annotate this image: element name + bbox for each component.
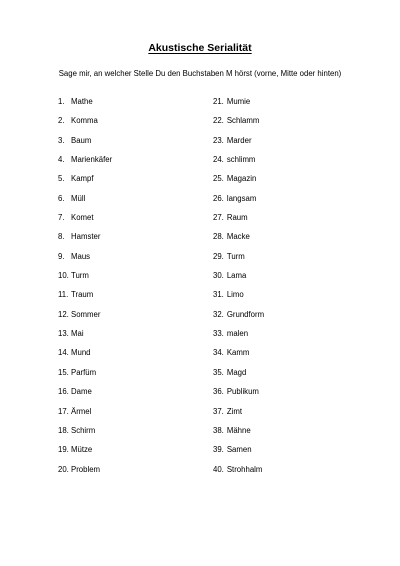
item-number: 34. [213, 348, 224, 358]
item-word: Komet [71, 213, 94, 223]
item-word: Ärmel [71, 406, 92, 416]
list-item [213, 154, 264, 173]
word-list-left [58, 96, 112, 483]
item-number: 7. [58, 213, 65, 223]
list-item [58, 367, 112, 386]
item-word: Limo [226, 290, 244, 300]
item-number: 6. [58, 193, 65, 203]
list-item [58, 328, 112, 347]
list-item [58, 193, 112, 212]
item-word: langsam [226, 193, 257, 203]
item-word: Hamster [71, 232, 101, 242]
page-title: Akustische Serialität [148, 42, 252, 54]
item-word: Schirm [71, 425, 96, 435]
item-word: Mai [71, 329, 84, 339]
item-word: Zimt [226, 406, 242, 416]
item-number: 30. [213, 271, 224, 281]
item-word: Parfüm [71, 367, 97, 377]
list-item [213, 386, 264, 405]
item-number: 9. [58, 251, 65, 261]
list-item [213, 212, 264, 231]
item-number: 40. [213, 464, 224, 474]
list-item [213, 309, 264, 328]
list-item [58, 347, 112, 366]
item-word: Mähne [226, 425, 251, 435]
list-item [58, 444, 112, 463]
item-word: Mumie [226, 97, 251, 106]
item-word: schlimm [226, 155, 256, 165]
item-number: 4. [58, 155, 65, 165]
item-number: 2. [58, 116, 65, 126]
item-word: Strohhalm [226, 464, 263, 474]
list-item [58, 154, 112, 173]
instruction-text: Sage mir, an welcher Stelle Du den Buchstaben M hörst (vorne, Mitte oder hinten) [58, 69, 342, 78]
item-number: 12. [58, 309, 69, 319]
list-item [58, 464, 112, 483]
list-item [58, 270, 112, 289]
list-item [213, 270, 264, 289]
list-item [58, 231, 112, 250]
item-word: Lama [226, 271, 247, 281]
item-word: Macke [226, 232, 250, 242]
item-word: Mund [71, 348, 91, 358]
item-word: Baum [71, 135, 92, 145]
item-number: 32. [213, 309, 224, 319]
list-item [58, 135, 112, 154]
item-number: 25. [213, 174, 224, 184]
item-number: 5. [58, 174, 65, 184]
item-word: Magazin [226, 174, 257, 184]
list-item [213, 464, 264, 483]
item-word: Mütze [71, 445, 93, 455]
list-item [213, 193, 264, 212]
list-item [213, 289, 264, 308]
item-word: Dame [71, 387, 92, 397]
item-word: Publikum [226, 387, 259, 397]
item-number: 28. [213, 232, 224, 242]
item-number: 3. [58, 135, 65, 145]
item-number: 10. [58, 271, 69, 281]
list-item [213, 367, 264, 386]
item-number: 21. [213, 97, 224, 106]
item-word: Samen [226, 445, 252, 455]
item-word: Kampf [71, 174, 94, 184]
list-item [213, 251, 264, 270]
item-number: 8. [58, 232, 65, 242]
item-word: Schlamm [226, 116, 260, 126]
item-word: Marder [226, 135, 252, 145]
item-number: 39. [213, 445, 224, 455]
list-item [58, 251, 112, 270]
item-number: 31. [213, 290, 224, 300]
item-number: 37. [213, 406, 224, 416]
list-item [58, 289, 112, 308]
item-word: Raum [226, 213, 248, 223]
list-item [58, 115, 112, 134]
list-item [213, 135, 264, 154]
item-word: Komma [71, 116, 98, 126]
item-number: 17. [58, 406, 69, 416]
item-number: 13. [58, 329, 69, 339]
item-number: 26. [213, 193, 224, 203]
item-number: 16. [58, 387, 69, 397]
item-word: Problem [71, 464, 101, 474]
item-number: 14. [58, 348, 69, 358]
list-item [58, 212, 112, 231]
list-item [213, 96, 264, 115]
item-number: 18. [58, 425, 69, 435]
item-number: 11. [58, 290, 69, 300]
word-list-right [213, 96, 264, 483]
list-item [213, 231, 264, 250]
item-word: Turm [226, 251, 245, 261]
list-item [213, 406, 264, 425]
item-word: Maus [71, 251, 91, 261]
item-number: 36. [213, 387, 224, 397]
item-word: Turm [71, 271, 89, 281]
list-item [58, 386, 112, 405]
list-item [213, 173, 264, 192]
item-number: 35. [213, 367, 224, 377]
item-number: 22. [213, 116, 224, 126]
item-number: 15. [58, 367, 69, 377]
list-item [213, 115, 264, 134]
item-number: 33. [213, 329, 224, 339]
item-word: Kamm [226, 348, 250, 358]
item-number: 23. [213, 135, 224, 145]
item-word: Traum [71, 290, 94, 300]
list-item [58, 406, 112, 425]
item-word: Marienkäfer [71, 155, 113, 165]
list-item [213, 347, 264, 366]
list-item [58, 96, 112, 115]
item-number: 1. [58, 97, 65, 106]
item-word: Müll [71, 193, 86, 203]
item-word: malen [226, 329, 249, 339]
list-item [213, 425, 264, 444]
list-item [213, 444, 264, 463]
item-word: Magd [226, 367, 247, 377]
list-item [58, 173, 112, 192]
list-item [213, 328, 264, 347]
list-item [58, 425, 112, 444]
item-number: 24. [213, 155, 224, 165]
item-word: Grundform [226, 309, 265, 319]
item-word: Mathe [71, 97, 93, 106]
item-number: 19. [58, 445, 69, 455]
item-number: 27. [213, 213, 224, 223]
item-number: 29. [213, 251, 224, 261]
item-number: 38. [213, 425, 224, 435]
list-item [58, 309, 112, 328]
item-word: Sommer [71, 309, 101, 319]
item-number: 20. [58, 464, 69, 474]
